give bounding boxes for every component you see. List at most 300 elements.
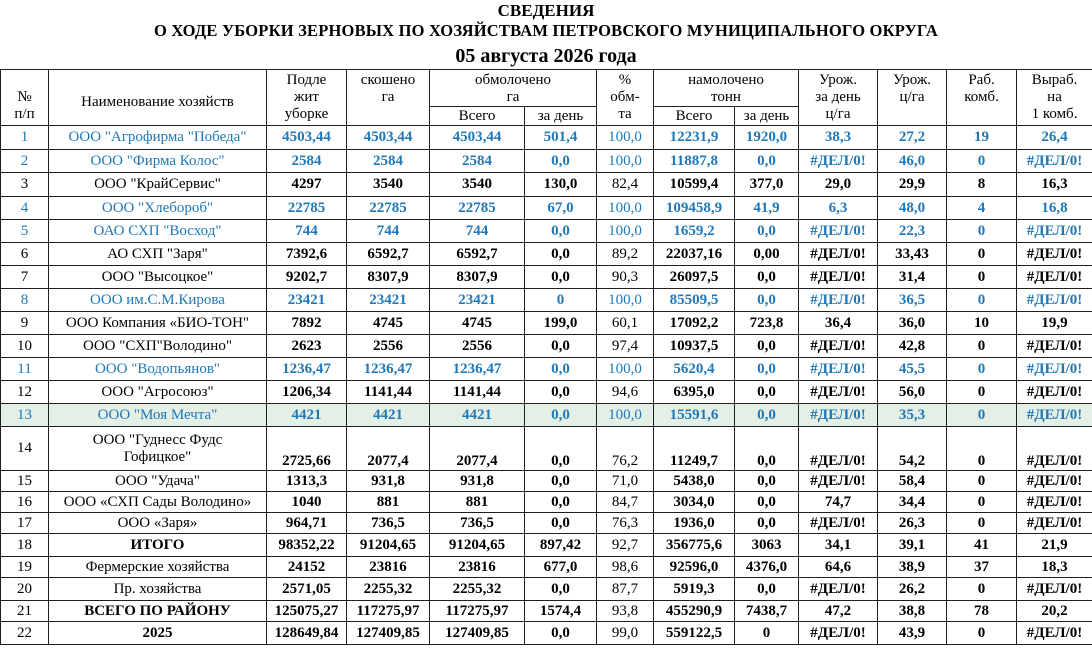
cell-c7: 4376,0 [735,557,799,578]
table-row [1,622,1092,645]
cell-c9: 34,4 [878,492,947,513]
farm-name: ОАО СХП "Восход" [49,220,267,243]
farm-name: ООО «Заря» [49,513,267,534]
cell-c6: 109458,9 [654,197,735,220]
cell-c1: 2571,05 [267,578,347,601]
cell-c8: 38,3 [799,126,878,150]
header-obmolocheno [430,70,597,107]
cell-c10: 0 [947,622,1017,645]
cell-c3: 6592,7 [430,243,525,266]
table-row [1,173,1092,197]
cell-c3: 2077,4 [430,427,525,471]
cell-c9: 36,5 [878,289,947,312]
farm-name-line1: ООО "Гуднесс Фудс [92,431,223,448]
cell-c8: #ДЕЛ/0! [799,404,878,427]
cell-c6: 10937,5 [654,335,735,358]
cell-c9: 31,4 [878,266,947,289]
cell-c8: #ДЕЛ/0! [799,471,878,492]
header-podlezhit-l1: Подле [286,72,327,88]
cell-c9: 38,8 [878,601,947,622]
cell-c8: #ДЕЛ/0! [799,427,878,471]
cell-c11: #ДЕЛ/0! [1017,266,1092,289]
cell-c11: #ДЕЛ/0! [1017,289,1092,312]
cell-c8: #ДЕЛ/0! [799,513,878,534]
row-number: 9 [1,312,49,335]
header-za-den2: за день [735,107,799,126]
cell-c8: 36,4 [799,312,878,335]
cell-c5: 84,7 [597,492,654,513]
farm-name: ООО "СХП"Володино" [49,335,267,358]
cell-c6: 1936,0 [654,513,735,534]
cell-c9: 26,3 [878,513,947,534]
cell-c4: 0,0 [525,220,597,243]
cell-c5: 100,0 [597,197,654,220]
cell-c6: 5620,4 [654,358,735,381]
header-num-bottom: п/п [14,106,35,122]
farm-name: ООО "Фирма Колос" [49,150,267,173]
cell-c4: 0,0 [525,471,597,492]
cell-c4: 0,0 [525,492,597,513]
cell-c8: #ДЕЛ/0! [799,243,878,266]
cell-c7: 7438,7 [735,601,799,622]
cell-c5: 100,0 [597,289,654,312]
cell-c3: 127409,85 [430,622,525,645]
cell-c11: #ДЕЛ/0! [1017,150,1092,173]
cell-c11: #ДЕЛ/0! [1017,578,1092,601]
table-row [1,381,1092,404]
table-row [1,150,1092,173]
cell-c8: 64,6 [799,557,878,578]
cell-c2: 91204,65 [347,534,430,557]
cell-c5: 93,8 [597,601,654,622]
cell-c2: 2556 [347,335,430,358]
cell-c1: 125075,27 [267,601,347,622]
cell-c11: #ДЕЛ/0! [1017,404,1092,427]
row-number: 19 [1,557,49,578]
cell-c6: 15591,6 [654,404,735,427]
cell-c1: 1040 [267,492,347,513]
cell-c10: 0 [947,427,1017,471]
farm-name: ООО «СХП Сады Володино» [49,492,267,513]
cell-c8: #ДЕЛ/0! [799,381,878,404]
row-number: 14 [1,427,49,471]
cell-c9: 26,2 [878,578,947,601]
row-number: 8 [1,289,49,312]
cell-c8: 34,1 [799,534,878,557]
cell-c4: 0,0 [525,266,597,289]
cell-c10: 0 [947,578,1017,601]
cell-c10: 0 [947,220,1017,243]
cell-c10: 10 [947,312,1017,335]
cell-c3: 881 [430,492,525,513]
cell-c1: 22785 [267,197,347,220]
cell-c4: 0,0 [525,150,597,173]
row-number: 16 [1,492,49,513]
cell-c9: 58,4 [878,471,947,492]
cell-c2: 4503,44 [347,126,430,150]
header-za-den: за день [525,107,597,126]
cell-c8: #ДЕЛ/0! [799,289,878,312]
cell-c2: 22785 [347,197,430,220]
cell-c3: 3540 [430,173,525,197]
cell-c4: 0,0 [525,358,597,381]
cell-c3: 91204,65 [430,534,525,557]
cell-c5: 60,1 [597,312,654,335]
header-urozh-den [799,70,878,126]
cell-c7: 0,0 [735,220,799,243]
table-row [1,534,1092,557]
cell-c1: 2725,66 [267,427,347,471]
cell-c6: 92596,0 [654,557,735,578]
cell-c8: 74,7 [799,492,878,513]
cell-c5: 71,0 [597,471,654,492]
cell-c2: 117275,97 [347,601,430,622]
cell-c7: 41,9 [735,197,799,220]
cell-c5: 99,0 [597,622,654,645]
cell-c7: 377,0 [735,173,799,197]
cell-c11: #ДЕЛ/0! [1017,358,1092,381]
cell-c6: 11887,8 [654,150,735,173]
cell-c8: #ДЕЛ/0! [799,220,878,243]
header-num-top: № [17,89,32,105]
row-number: 21 [1,601,49,622]
row-number: 20 [1,578,49,601]
cell-c5: 100,0 [597,358,654,381]
table-row [1,312,1092,335]
cell-c9: 38,9 [878,557,947,578]
header-pct-l1: % [618,72,632,88]
header-vyrab-l1: Выраб. [1031,72,1078,88]
row-number: 6 [1,243,49,266]
farm-name: ИТОГО [49,534,267,557]
cell-c7: 0,0 [735,150,799,173]
cell-c3: 23816 [430,557,525,578]
cell-c2: 23816 [347,557,430,578]
cell-c1: 4297 [267,173,347,197]
cell-c5: 92,7 [597,534,654,557]
header-obmolocheno-l2: га [506,89,520,105]
row-number: 12 [1,381,49,404]
cell-c1: 7892 [267,312,347,335]
cell-c4: 0,0 [525,513,597,534]
cell-c10: 0 [947,471,1017,492]
cell-c1: 4421 [267,404,347,427]
report-title: СВЕДЕНИЯ [497,1,595,20]
cell-c1: 744 [267,220,347,243]
cell-c2: 2077,4 [347,427,430,471]
cell-c6: 356775,6 [654,534,735,557]
cell-c9: 48,0 [878,197,947,220]
table-row [1,358,1092,381]
cell-c5: 94,6 [597,381,654,404]
cell-c6: 3034,0 [654,492,735,513]
cell-c11: #ДЕЛ/0! [1017,335,1092,358]
table-row [1,471,1092,492]
cell-c2: 744 [347,220,430,243]
cell-c5: 100,0 [597,126,654,150]
cell-c3: 8307,9 [430,266,525,289]
cell-c5: 98,6 [597,557,654,578]
cell-c2: 8307,9 [347,266,430,289]
farm-name [49,427,267,471]
cell-c7: 0,0 [735,404,799,427]
cell-c4: 0 [525,289,597,312]
table-row [1,427,1092,471]
table-row [1,220,1092,243]
cell-c6: 12231,9 [654,126,735,150]
cell-c7: 0 [735,622,799,645]
header-skosheno-l1: скошено [360,72,416,88]
table-row [1,289,1092,312]
cell-c3: 1141,44 [430,381,525,404]
cell-c10: 8 [947,173,1017,197]
cell-c10: 0 [947,150,1017,173]
header-vyrab [1017,70,1092,126]
cell-c1: 128649,84 [267,622,347,645]
cell-c2: 4421 [347,404,430,427]
cell-c8: #ДЕЛ/0! [799,150,878,173]
cell-c10: 37 [947,557,1017,578]
table-row [1,243,1092,266]
cell-c10: 0 [947,492,1017,513]
cell-c8: #ДЕЛ/0! [799,266,878,289]
cell-c6: 26097,5 [654,266,735,289]
cell-c9: 29,9 [878,173,947,197]
cell-c3: 117275,97 [430,601,525,622]
cell-c11: #ДЕЛ/0! [1017,381,1092,404]
cell-c7: 0,0 [735,578,799,601]
cell-c4: 897,42 [525,534,597,557]
cell-c10: 4 [947,197,1017,220]
cell-c9: 46,0 [878,150,947,173]
cell-c1: 1206,34 [267,381,347,404]
cell-c3: 4421 [430,404,525,427]
header-urozh-den-l2: за день [815,89,861,105]
cell-c2: 3540 [347,173,430,197]
cell-c7: 1920,0 [735,126,799,150]
table-body [1,126,1092,645]
cell-c8: #ДЕЛ/0! [799,578,878,601]
cell-c11: #ДЕЛ/0! [1017,492,1092,513]
cell-c7: 0,0 [735,427,799,471]
cell-c11: #ДЕЛ/0! [1017,622,1092,645]
cell-c2: 23421 [347,289,430,312]
row-number: 7 [1,266,49,289]
cell-c8: #ДЕЛ/0! [799,622,878,645]
cell-c4: 130,0 [525,173,597,197]
header-urozh-l2: ц/га [899,89,925,105]
cell-c9: 42,8 [878,335,947,358]
cell-c11: 16,8 [1017,197,1092,220]
cell-c4: 0,0 [525,335,597,358]
header-namolocheno [654,70,799,107]
header-rab-l1: Раб. [968,72,995,88]
farm-name: ООО "Агросоюз" [49,381,267,404]
report-subtitle: О ХОДЕ УБОРКИ ЗЕРНОВЫХ ПО ХОЗЯЙСТВАМ ПЕТРОВСКОГО МУНИЦИПАЛЬНОГО ОКРУГА [154,21,938,40]
header-vyrab-l2: на [1047,89,1062,105]
cell-c8: #ДЕЛ/0! [799,358,878,381]
cell-c7: 0,00 [735,243,799,266]
farm-name: ООО "Водопьянов" [49,358,267,381]
row-number: 3 [1,173,49,197]
harvest-table [0,69,1092,645]
cell-c4: 501,4 [525,126,597,150]
cell-c11: 16,3 [1017,173,1092,197]
row-number: 11 [1,358,49,381]
table-row [1,197,1092,220]
cell-c10: 0 [947,358,1017,381]
header-urozh-den-l3: ц/га [825,106,851,122]
cell-c3: 4503,44 [430,126,525,150]
header-name: Наименование хозяйств [49,70,267,126]
cell-c10: 0 [947,335,1017,358]
cell-c6: 17092,2 [654,312,735,335]
cell-c9: 54,2 [878,427,947,471]
cell-c7: 0,0 [735,471,799,492]
cell-c3: 1236,47 [430,358,525,381]
cell-c1: 24152 [267,557,347,578]
header-vyrab-l3: 1 комб. [1031,106,1078,122]
cell-c8: 6,3 [799,197,878,220]
header-vsego2: Всего [654,107,735,126]
cell-c11: #ДЕЛ/0! [1017,513,1092,534]
cell-c1: 2584 [267,150,347,173]
cell-c1: 1236,47 [267,358,347,381]
header-rab-l2: комб. [964,89,999,105]
cell-c7: 0,0 [735,289,799,312]
header-pct-l3: та [618,106,632,122]
cell-c7: 0,0 [735,335,799,358]
table-row [1,335,1092,358]
farm-name: ООО "Высоцкое" [49,266,267,289]
farm-name-line2: Гофицкое" [123,448,192,465]
farm-name: ООО Компания «БИО-ТОН" [49,312,267,335]
header-skosheno-l2: га [381,89,395,105]
cell-c11: 20,2 [1017,601,1092,622]
cell-c3: 931,8 [430,471,525,492]
cell-c3: 2556 [430,335,525,358]
farm-name: Фермерские хозяйства [49,557,267,578]
farm-name: ООО "Агрофирма "Победа" [49,126,267,150]
farm-name: 2025 [49,622,267,645]
cell-c11: #ДЕЛ/0! [1017,220,1092,243]
table-row [1,126,1092,150]
cell-c9: 45,5 [878,358,947,381]
header-urozh-l1: Урож. [892,72,932,88]
cell-c6: 5919,3 [654,578,735,601]
cell-c6: 22037,16 [654,243,735,266]
header-obmolocheno-l1: обмолочено [474,72,552,88]
cell-c3: 4745 [430,312,525,335]
cell-c7: 0,0 [735,358,799,381]
farm-name: АО СХП "Заря" [49,243,267,266]
cell-c4: 0,0 [525,578,597,601]
farm-name: ООО "КрайСервис" [49,173,267,197]
table-row [1,601,1092,622]
cell-c9: 43,9 [878,622,947,645]
cell-c4: 0,0 [525,404,597,427]
cell-c7: 3063 [735,534,799,557]
header-namolocheno-l2: тонн [711,89,741,105]
header-podlezhit-l2: жит [294,89,319,105]
cell-c10: 41 [947,534,1017,557]
cell-c2: 4745 [347,312,430,335]
table-row [1,266,1092,289]
row-number: 4 [1,197,49,220]
cell-c9: 56,0 [878,381,947,404]
cell-c11: 19,9 [1017,312,1092,335]
cell-c2: 6592,7 [347,243,430,266]
row-number: 5 [1,220,49,243]
row-number: 2 [1,150,49,173]
farm-name: ООО "Хлебороб" [49,197,267,220]
cell-c11: 18,3 [1017,557,1092,578]
row-number: 1 [1,126,49,150]
cell-c2: 2255,32 [347,578,430,601]
cell-c2: 127409,85 [347,622,430,645]
cell-c11: #ДЕЛ/0! [1017,427,1092,471]
cell-c9: 36,0 [878,312,947,335]
farm-name: ООО "Удача" [49,471,267,492]
cell-c5: 100,0 [597,150,654,173]
table-row [1,578,1092,601]
cell-c4: 199,0 [525,312,597,335]
cell-c7: 0,0 [735,492,799,513]
cell-c6: 85509,5 [654,289,735,312]
cell-c11: 21,9 [1017,534,1092,557]
cell-c6: 5438,0 [654,471,735,492]
cell-c10: 0 [947,513,1017,534]
cell-c10: 0 [947,243,1017,266]
cell-c5: 100,0 [597,404,654,427]
header-podlezhit [267,70,347,126]
cell-c4: 0,0 [525,427,597,471]
cell-c6: 6395,0 [654,381,735,404]
header-urozh-den-l1: Урож. [818,72,858,88]
cell-c6: 10599,4 [654,173,735,197]
cell-c5: 90,3 [597,266,654,289]
header-urozh [878,70,947,126]
cell-c5: 87,7 [597,578,654,601]
cell-c2: 1141,44 [347,381,430,404]
cell-c6: 559122,5 [654,622,735,645]
farm-name: ООО "Моя Мечта" [49,404,267,427]
cell-c3: 23421 [430,289,525,312]
cell-c11: #ДЕЛ/0! [1017,471,1092,492]
cell-c4: 677,0 [525,557,597,578]
cell-c2: 1236,47 [347,358,430,381]
cell-c11: #ДЕЛ/0! [1017,243,1092,266]
cell-c3: 744 [430,220,525,243]
cell-c5: 82,4 [597,173,654,197]
cell-c10: 0 [947,266,1017,289]
table-row [1,404,1092,427]
cell-c10: 0 [947,381,1017,404]
cell-c9: 27,2 [878,126,947,150]
row-number: 18 [1,534,49,557]
row-number: 13 [1,404,49,427]
farm-name: ВСЕГО ПО РАЙОНУ [49,601,267,622]
cell-c1: 4503,44 [267,126,347,150]
cell-c6: 455290,9 [654,601,735,622]
cell-c1: 98352,22 [267,534,347,557]
header-rab [947,70,1017,126]
header-pct-l2: обм- [610,89,640,105]
cell-c2: 2584 [347,150,430,173]
header-pct [597,70,654,126]
row-number: 22 [1,622,49,645]
table-row [1,557,1092,578]
